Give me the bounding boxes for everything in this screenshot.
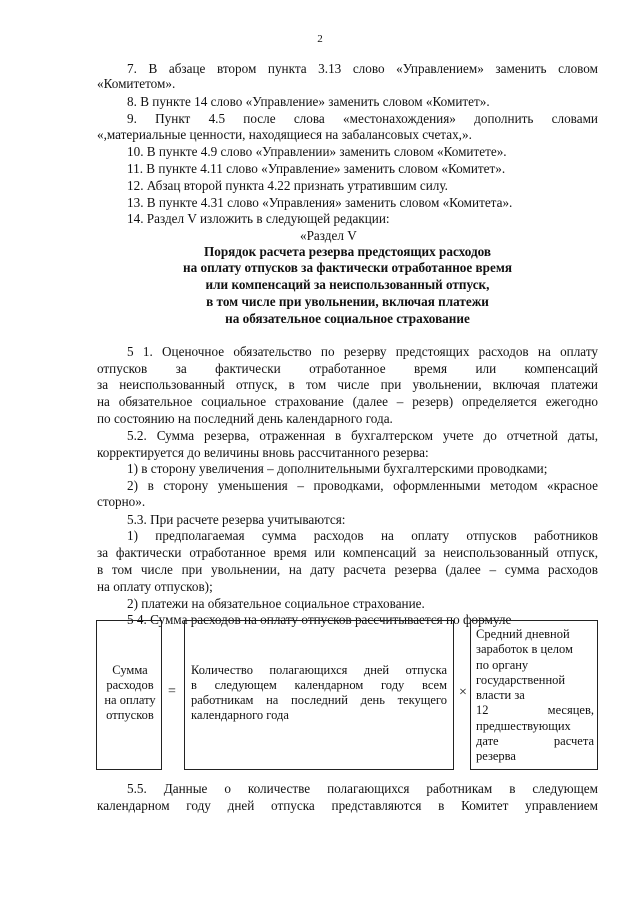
amendment-13: 13. В пункте 4.31 слово «Управления» заменить словом «Комитета». [127, 195, 513, 210]
clause-5-2-line-1: 5.2. Сумма резерва, отраженная в бухгалтерском учете до отчетной даты, [127, 428, 598, 443]
formula-middle-line-1: Количество полагающихся дней отпуска [191, 663, 447, 677]
clause-5-1-line-4: на обязательное социальное страхование (далее – резерв) определяется ежегодно [97, 394, 598, 409]
clause-5-2-line-2: корректируется до величины вновь рассчитанного резерва: [97, 445, 429, 460]
clause-5-3-line-1: 5.3. При расчете резерва учитываются: [127, 512, 346, 527]
clause-5-3-item-1-line-1: 1) предполагаемая сумма расходов на оплату отпусков работников [127, 528, 598, 543]
clause-5-3-item-1-line-2: за фактически отработанное время или компенсаций за неиспользованный отпуск, [97, 545, 598, 560]
clause-5-3-item-1-line-3: в том числе при увольнении, на дату расчета резерва (далее – сумма расходов [97, 562, 598, 577]
clause-5-1-line-5: по состоянию на последний день календарного года. [97, 411, 393, 426]
clause-5-3-item-1-line-4: на оплату отпусков); [97, 579, 213, 594]
clause-5-5-line-1: 5.5. Данные о количестве полагающихся работникам в следующем [127, 781, 598, 796]
section-heading-line-2: на оплату отпусков за фактически отработанное время [183, 260, 512, 275]
clause-5-1-line-2: отпусков за фактически отработанное время или компенсаций [97, 361, 598, 376]
clause-5-5-line-2: календарном году дней отпуска представляются в Комитет управлением [97, 798, 598, 813]
amendment-10: 10. В пункте 4.9 слово «Управлении» заменить словом «Комитете». [127, 144, 507, 159]
formula-box-right [470, 620, 598, 770]
section-heading-line-1: Порядок расчета резерва предстоящих расходов [203, 244, 491, 259]
amendment-11: 11. В пункте 4.11 слово «Управление» заменить словом «Комитет». [127, 161, 506, 176]
clause-5-1-line-1: 5 1. Оценочное обязательство по резерву предстоящих расходов на оплату [127, 344, 598, 359]
clause-5-1-line-3: за неиспользованный отпуск, в том числе при увольнении, включая платежи [97, 377, 598, 392]
amendment-8: 8. В пункте 14 слово «Управление» заменить словом «Комитет». [127, 94, 490, 109]
formula-right-line-2: заработок в целом [476, 642, 573, 657]
clause-5-2-item-2: 2) в сторону уменьшения – проводками, оформленными методом «красное [127, 478, 598, 493]
formula-right-line-4: государственной [476, 672, 566, 687]
amendment-14: 14. Раздел V изложить в следующей редакции: [127, 211, 390, 226]
formula-right-line-7: предшествующих [476, 718, 571, 733]
amendment-7: 7. В абзаце втором пункта 3.13 слово «Управлением» заменить словом [127, 61, 598, 76]
formula-left-line-1: Сумма [112, 663, 148, 677]
formula-box-middle [184, 620, 454, 770]
amendment-9: 9. Пункт 4.5 после слова «местонахождения» дополнить словами [127, 111, 598, 126]
formula-left-line-3: на оплату [104, 693, 156, 707]
formula-right-line-9: резерва [476, 749, 516, 764]
formula-right-line-3: по органу [476, 657, 529, 672]
formula-equals: = [168, 684, 176, 699]
formula-right-line-6: 12 месяцев, [476, 703, 594, 718]
page-number: 2 [317, 33, 323, 45]
formula-left-line-4: отпусков [106, 708, 154, 722]
section-heading-line-5: на обязательное социальное страхование [225, 311, 470, 326]
clause-5-2-item-1: 1) в сторону увеличения – дополнительными бухгалтерскими проводками; [127, 461, 548, 476]
formula-right-line-1: Средний дневной [476, 627, 570, 641]
amendment-9-cont: «,материальные ценности, находящиеся на забалансовых счетах,». [97, 127, 472, 142]
formula-box-left [96, 620, 162, 770]
section-heading-line-4: в том числе при увольнении, включая платежи [206, 294, 489, 309]
clause-5-2-item-2-cont: сторно». [97, 494, 146, 509]
formula-times: × [459, 685, 467, 700]
section-label: «Раздел V [300, 228, 357, 243]
formula-middle-line-2: в следующем календарном году всем [191, 678, 447, 692]
amendment-12: 12. Абзац второй пункта 4.22 признать утратившим силу. [127, 178, 448, 193]
formula-middle-line-3: работникам на последний день текущего [191, 693, 447, 707]
amendment-7-cont: «Комитетом». [97, 76, 176, 91]
clause-5-4-line-1: 5 4. Сумма расходов на оплату отпусков рассчитывается по формуле [127, 612, 512, 627]
formula-right-line-8: дате расчета [476, 734, 594, 749]
formula-middle-line-4: календарного года [191, 708, 289, 722]
formula-left-line-2: расходов [106, 678, 154, 692]
section-heading-line-3: или компенсаций за неиспользованный отпуск, [205, 277, 490, 292]
formula-right-line-5: власти за [476, 688, 525, 703]
clause-5-3-item-2: 2) платежи на обязательное социальное страхование. [127, 596, 425, 611]
